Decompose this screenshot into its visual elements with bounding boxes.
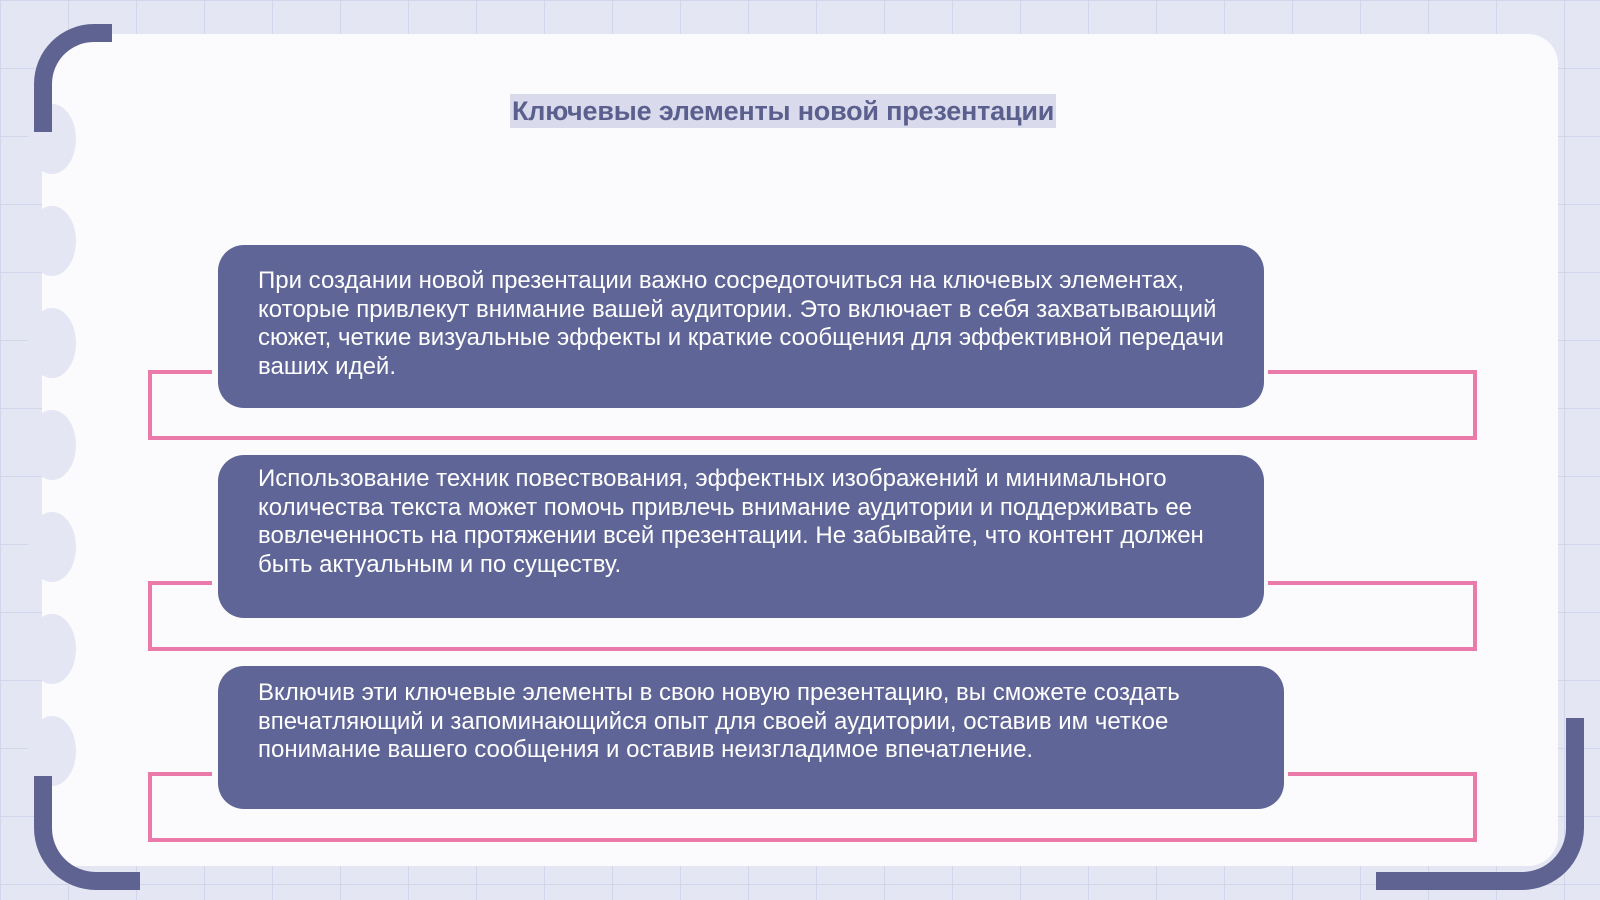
- text-card-body: Включив эти ключевые элементы в свою новую презентацию, вы сможете создать впечатляющий и запоминающийся опыт для своей аудитории, оставив им четкое понимание вашего сообщения и оставив неизгладимое впечатление.: [258, 679, 1180, 764]
- text-card: [218, 666, 1284, 809]
- text-card-body: При создании новой презентации важно сосредоточиться на ключевых элементах, которые привлекут внимание вашей аудитории. Это включает в себя захватывающий сюжет, четкие визуальные эффекты и краткие сообщения для эффективной передачи ваших идей.: [258, 267, 1224, 381]
- scallop-decoration: [28, 410, 76, 480]
- corner-bracket-bottom-left: [34, 776, 140, 890]
- scallop-decoration: [28, 614, 76, 684]
- text-card: [218, 245, 1264, 408]
- pink-bracket-cap-right: [1288, 772, 1477, 776]
- pink-bracket-cap-left: [148, 772, 212, 776]
- text-card-body: Использование техник повествования, эффектных изображений и минимального количества текста может помочь привлечь внимание аудитории и поддерживать ее вовлеченность на протяжении всей презентации. Не забывайте, что контент должен быть актуальным и по существу.: [258, 465, 1204, 579]
- scallop-decoration: [28, 206, 76, 276]
- pink-bracket-cap-left: [148, 370, 212, 374]
- scallop-decoration: [28, 512, 76, 582]
- text-card: [218, 455, 1264, 618]
- page-title: Ключевые элементы новой презентации: [512, 96, 1055, 126]
- scallop-decoration: [28, 308, 76, 378]
- corner-bracket-top-left: [34, 24, 112, 132]
- pink-bracket-cap-right: [1268, 370, 1477, 374]
- pink-bracket-cap-left: [148, 581, 212, 585]
- pink-bracket-cap-right: [1268, 581, 1477, 585]
